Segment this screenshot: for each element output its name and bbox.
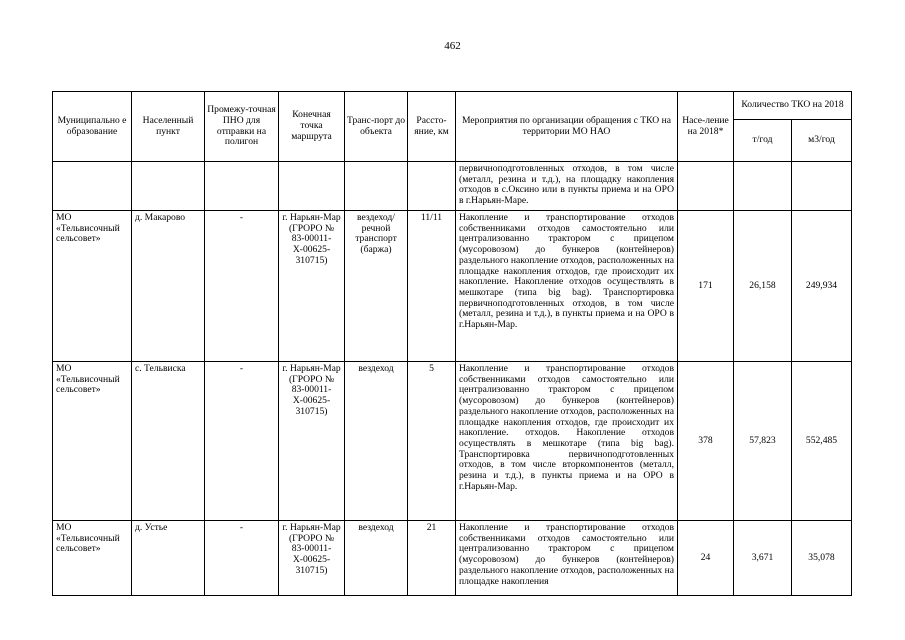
cell-tko-t: 57,823 xyxy=(734,362,792,521)
cell-municipality: МО «Тельвисочный сельсовет» xyxy=(53,521,132,596)
cell-transport: вездеход/ речной транспорт (баржа) xyxy=(345,211,408,362)
cell-municipality: МО «Тельвисочный сельсовет» xyxy=(53,211,132,362)
table-row xyxy=(53,521,852,596)
waste-management-table xyxy=(52,91,852,596)
cell-measures xyxy=(456,521,678,596)
cell-distance: 21 xyxy=(408,521,456,596)
cell-route-endpoint: г. Нарьян-Мар (ГРОРО № 83-00011-Х-00625-310715) xyxy=(279,521,345,596)
header-transport: Транс-порт до объекта xyxy=(345,92,408,162)
cell-population: 171 xyxy=(678,211,734,362)
cell-tko-m3: 249,934 xyxy=(792,211,852,362)
header-intermediate-point: Промежу-точная ПНО для отправки на полигон xyxy=(205,92,279,162)
cell-settlement: с. Тельвиска xyxy=(132,362,205,521)
header-municipality: Муниципально е образование xyxy=(53,92,132,162)
cell-municipality: МО «Тельвисочный сельсовет» xyxy=(53,362,132,521)
page-number: 462 xyxy=(444,40,461,52)
cell-empty xyxy=(205,162,279,211)
cell-measures: Накопление и транспортирование отходов собственниками отходов самостоятельно или централизованно трактором с прицепом (мусоровозом) до бункеров (контейнеров) раздельного накопление отходов, расположенных на площадке накопления отходов, где происходит их накопление. отходов. Накопление отходов осуществлять в мешкотаре (типа big bag). Транспортировка первичноподготовленных отходов, в том числе вторкомпонентов (металл, резина и т.д.), в пункты приема и на ОРО в г.Нарьян-Мар. xyxy=(456,362,678,521)
measures-text: Накопление и транспортирование отходов собственниками отходов самостоятельно или централизованно трактором с прицепом (мусоровозом) до бункеров (контейнеров) раздельного накопление отходов, расположенных на площадке накопления xyxy=(459,523,674,587)
continuation-row xyxy=(53,162,852,211)
header-measures: Мероприятия по организации обращения с ТКО на территории МО НАО xyxy=(456,92,678,162)
table-row xyxy=(53,362,852,521)
measures-text: первичноподготовленных отходов, в том числе (металл, резина и т.д.), на площадку накопления отходов в с.Оксино или в пункты приема и на ОРО в г.Нарьян-Маре. xyxy=(459,164,674,207)
header-tko-t: т/год xyxy=(734,120,792,162)
cell-intermediate-point: - xyxy=(205,211,279,362)
cell-tko-t: 26,158 xyxy=(734,211,792,362)
cell-distance: 11/11 xyxy=(408,211,456,362)
cell-measures xyxy=(456,162,678,211)
header-settlement: Населенный пункт xyxy=(132,92,205,162)
cell-intermediate-point: - xyxy=(205,521,279,596)
cell-transport: вездеход xyxy=(345,362,408,521)
header-population: Насе-ление на 2018* xyxy=(678,92,734,162)
cell-empty xyxy=(792,162,852,211)
cell-empty xyxy=(345,162,408,211)
cell-transport: вездеход xyxy=(345,521,408,596)
cell-settlement: д. Устье xyxy=(132,521,205,596)
cell-distance: 5 xyxy=(408,362,456,521)
cell-empty xyxy=(734,162,792,211)
header-tko-m3: м3/год xyxy=(792,120,852,162)
cell-empty xyxy=(53,162,132,211)
cell-settlement: д. Макарово xyxy=(132,211,205,362)
cell-route-endpoint: г. Нарьян-Мар (ГРОРО № 83-00011-Х-00625-310715) xyxy=(279,211,345,362)
cell-empty xyxy=(279,162,345,211)
cell-population: 378 xyxy=(678,362,734,521)
cell-tko-m3: 552,485 xyxy=(792,362,852,521)
cell-tko-m3: 35,078 xyxy=(792,521,852,596)
table-row xyxy=(53,211,852,362)
cell-measures: Накопление и транспортирование отходов собственниками отходов самостоятельно или централизованно трактором с прицепом (мусоровозом) до бункеров (контейнеров) раздельного накопление отходов, расположенных на площадке накопления отходов, где происходит их накопление. Накопление отходов осуществлять в мешкотаре (типа big bag). Транспортировка первичноподготовленных отходов, в том числе (металл, резина и т.д.), в пункты приема и на ОРО в г.Нарьян-Мар. xyxy=(456,211,678,362)
header-distance: Рассто-яние, км xyxy=(408,92,456,162)
cell-empty xyxy=(132,162,205,211)
cell-empty xyxy=(678,162,734,211)
header-route-endpoint: Конечная точка маршрута xyxy=(279,92,345,162)
cell-tko-t: 3,671 xyxy=(734,521,792,596)
cell-population: 24 xyxy=(678,521,734,596)
cell-empty xyxy=(408,162,456,211)
header-tko-group: Количество ТКО на 2018 xyxy=(734,92,852,120)
cell-route-endpoint: г. Нарьян-Мар (ГРОРО № 83-00011-Х-00625-310715) xyxy=(279,362,345,521)
cell-intermediate-point: - xyxy=(205,362,279,521)
